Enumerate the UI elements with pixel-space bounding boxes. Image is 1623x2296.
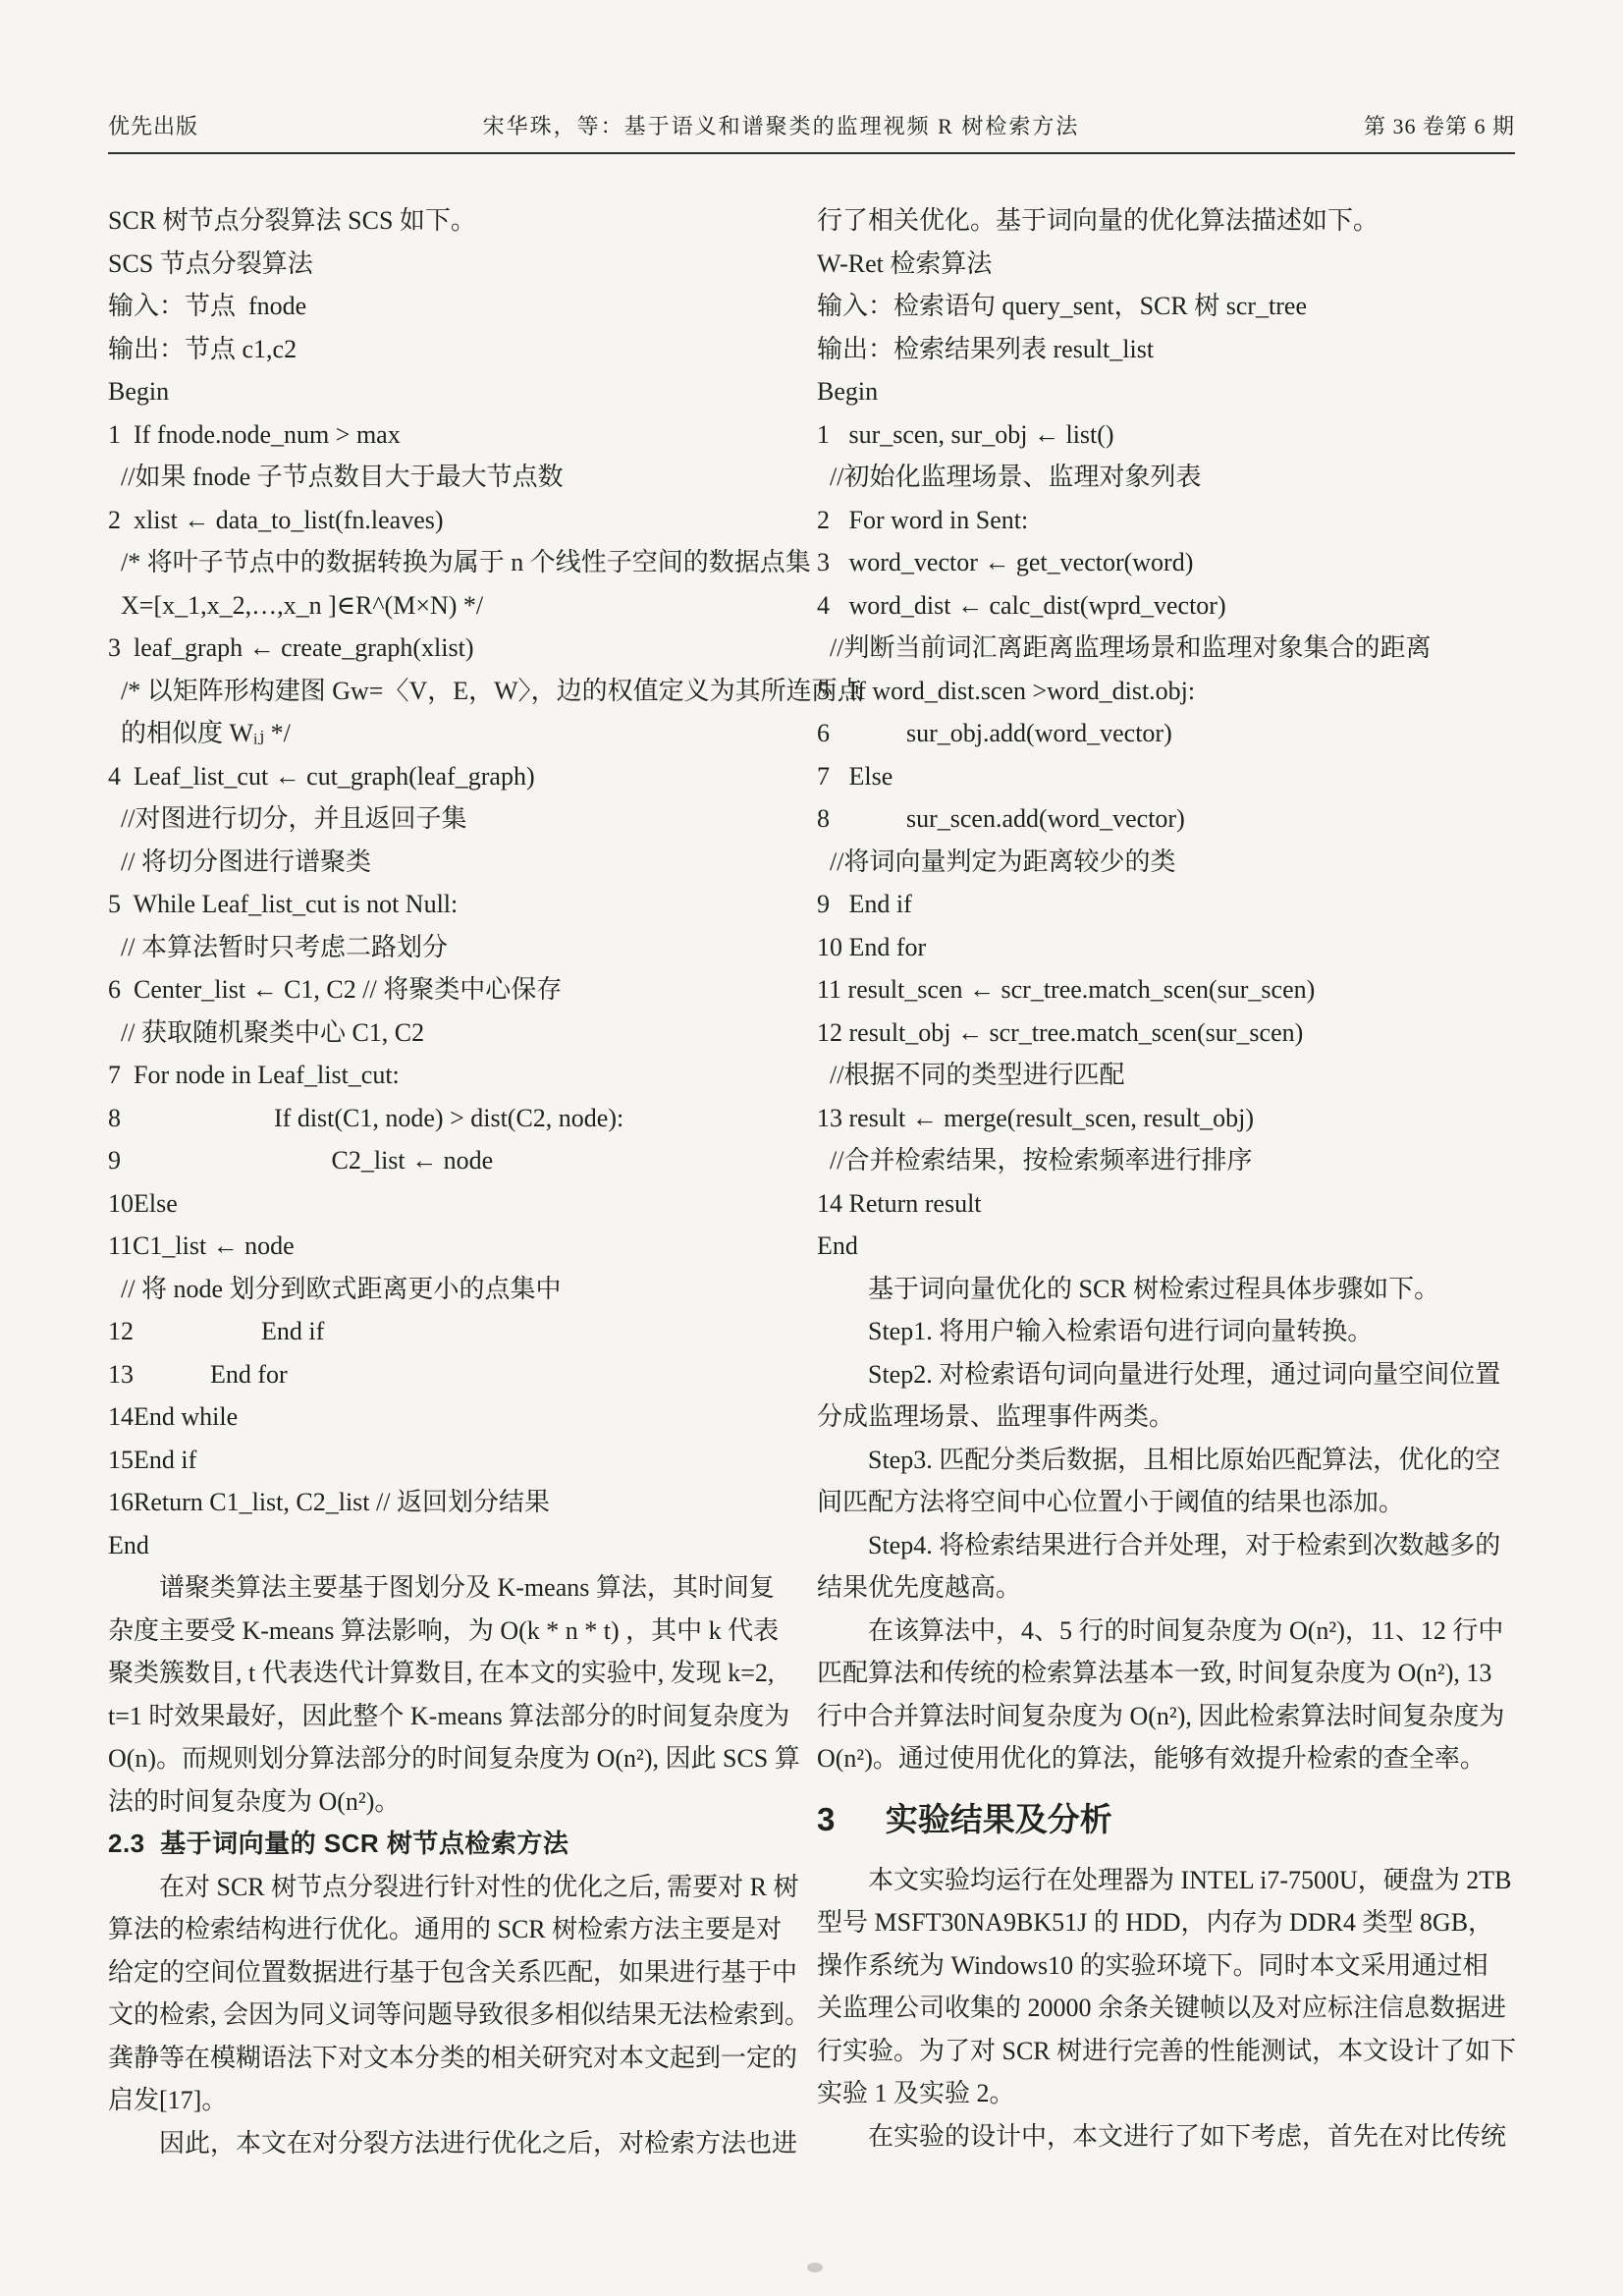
text-line: // 将切分图进行谱聚类: [108, 847, 371, 876]
text-line: 9 C2_list ← node: [108, 1146, 494, 1175]
text-line: 间匹配方法将空间中心位置小于阈值的结果也添加。: [817, 1488, 1405, 1516]
text-line: //判断当前词汇离距离监理场景和监理对象集合的距离: [817, 633, 1432, 662]
text-line: 实验 1 及实验 2。: [817, 2079, 1015, 2107]
text-line: 基于词向量优化的 SCR 树检索过程具体步骤如下。: [868, 1274, 1440, 1303]
text-line: 2.3 基于词向量的 SCR 树节点检索方法: [108, 1829, 569, 1858]
text-line: 本文实验均运行在处理器为 INTEL i7-7500U，硬盘为 2TB: [868, 1865, 1512, 1894]
text-line: 操作系统为 Windows10 的实验环境下。同时本文采用通过相: [817, 1950, 1488, 1980]
text-line: 的相似度 Wᵢⱼ */: [108, 719, 291, 747]
text-line: 在该算法中，4、5 行的时间复杂度为 O(n²)，11、12 行中: [868, 1615, 1504, 1645]
text-line: 因此，本文在对分裂方法进行优化之后，对检索方法也进: [159, 2128, 798, 2158]
text-line: 12 End if: [108, 1317, 325, 1345]
text-line: 4 word_dist ← calc_dist(wprd_vector): [817, 590, 1226, 620]
scan-artifact: [807, 2263, 823, 2272]
text-line: End: [817, 1231, 858, 1260]
text-line: 5 While Leaf_list_cut is not Null:: [108, 890, 459, 918]
text-line: 16Return C1_list, C2_list // 返回划分结果: [108, 1488, 550, 1516]
text-line: 10 End for: [817, 932, 927, 961]
text-line: 输出：节点 c1,c2: [108, 334, 298, 363]
text-line: 14End while: [108, 1402, 239, 1431]
text-line: 5 If word_dist.scen >word_dist.obj:: [817, 676, 1196, 705]
text-line: Begin: [817, 377, 879, 406]
right-column: [817, 199, 1517, 2164]
text-line: // 将 node 划分到欧式距离更小的点集中: [108, 1274, 562, 1303]
text-line: //合并检索结果，按检索频率进行排序: [817, 1146, 1253, 1175]
text-line: 12 result_obj ← scr_tree.match_scen(sur_scen): [817, 1017, 1304, 1047]
text-line: 法的时间复杂度为 O(n²)。: [108, 1786, 401, 1816]
text-line: 结果优先度越高。: [817, 1573, 1022, 1602]
header-issue-label: 第 36 卷第 6 期: [1363, 114, 1515, 138]
text-line: 10Else: [108, 1188, 178, 1218]
text-line: 分成监理场景、监理事件两类。: [817, 1402, 1175, 1431]
text-line: 谱聚类算法主要基于图划分及 K-means 算法，其时间复: [159, 1573, 775, 1602]
text-line: //根据不同的类型进行匹配: [817, 1061, 1125, 1089]
text-line: Step4. 将检索结果进行合并处理，对于检索到次数越多的: [868, 1530, 1501, 1559]
text-line: 11 result_scen ← scr_tree.match_scen(sur_scen): [817, 975, 1316, 1004]
text-line: 算法的检索结构进行优化。通用的 SCR 树检索方法主要是对: [108, 1915, 783, 1943]
text-line: SCR 树节点分裂算法 SCS 如下。: [108, 206, 476, 235]
text-line: 行实验。为了对 SCR 树进行完善的性能测试，本文设计了如下: [817, 2036, 1517, 2065]
text-line: 8 If dist(C1, node) > dist(C2, node):: [108, 1103, 624, 1132]
text-line: 11C1_list ← node: [108, 1231, 295, 1260]
text-line: W-Ret 检索算法: [817, 248, 993, 278]
text-line: //将词向量判定为距离较少的类: [817, 847, 1176, 876]
text-line: 15End if: [108, 1445, 197, 1474]
text-line: // 本算法暂时只考虑二路划分: [108, 932, 448, 961]
text-line: 7 Else: [817, 761, 893, 791]
text-line: /* 以矩阵形构建图 Gw=〈V，E，W〉，边的权值定义为其所连两点: [108, 676, 863, 705]
text-line: 9 End if: [817, 890, 912, 918]
page-content: [108, 199, 1515, 2164]
text-line: 6 sur_obj.add(word_vector): [817, 719, 1172, 747]
text-line: SCS 节点分裂算法: [108, 248, 313, 278]
text-line: 文的检索, 会因为同义词等问题导致很多相似结果无法检索到。: [108, 2000, 811, 2029]
text-line: //对图进行切分，并且返回子集: [108, 804, 467, 833]
text-line: 启发[17]。: [108, 2086, 228, 2114]
text-line: Step1. 将用户输入检索语句进行词向量转换。: [868, 1317, 1374, 1345]
page-header: [108, 0, 1515, 140]
text-line: End: [108, 1530, 149, 1559]
text-line: 7 For node in Leaf_list_cut:: [108, 1061, 400, 1089]
text-line: t=1 时效果最好，因此整个 K-means 算法部分的时间复杂度为: [108, 1701, 790, 1730]
text-line: O(n²)。通过使用优化的算法，能够有效提升检索的查全率。: [817, 1744, 1486, 1773]
text-line: 聚类簇数目, t 代表迭代计算数目, 在本文的实验中, 发现 k=2,: [108, 1659, 775, 1687]
text-line: 在实验的设计中，本文进行了如下考虑，首先在对比传统: [868, 2121, 1507, 2151]
text-line: //初始化监理场景、监理对象列表: [817, 463, 1202, 491]
text-line: 4 Leaf_list_cut ← cut_graph(leaf_graph): [108, 761, 535, 791]
text-line: 龚静等在模糊语法下对文本分类的相关研究对本文起到一定的: [108, 2043, 798, 2072]
text-line: 行中合并算法时间复杂度为 O(n²), 因此检索算法时间复杂度为: [817, 1701, 1505, 1730]
text-line: 8 sur_scen.add(word_vector): [817, 804, 1185, 833]
text-line: 13 result ← merge(result_scen, result_obj): [817, 1103, 1255, 1132]
header-left-label: 优先出版: [108, 114, 199, 138]
text-line: 输入：节点 fnode: [108, 292, 307, 320]
text-line: 3 leaf_graph ← create_graph(xlist): [108, 633, 474, 662]
text-line: Begin: [108, 377, 170, 406]
text-line: // 获取随机聚类中心 C1, C2: [108, 1017, 425, 1047]
header-rule: [108, 152, 1515, 154]
text-line: 型号 MSFT30NA9BK51J 的 HDD，内存为 DDR4 类型 8GB，: [817, 1908, 1494, 1937]
header-running-title: 宋华珠，等：基于语义和谱聚类的监理视频 R 树检索方法: [482, 114, 1080, 138]
text-line: 关监理公司收集的 20000 余条关键帧以及对应标注信息数据进: [817, 1994, 1507, 2022]
text-line: /* 将叶子节点中的数据转换为属于 n 个线性子空间的数据点集: [108, 548, 811, 576]
text-line: 3 实验结果及分析: [817, 1800, 1112, 1837]
text-line: 行了相关优化。基于词向量的优化算法描述如下。: [817, 206, 1380, 235]
text-line: 2 xlist ← data_to_list(fn.leaves): [108, 505, 444, 534]
text-line: //如果 fnode 子节点数目大于最大节点数: [108, 463, 564, 491]
text-line: 给定的空间位置数据进行基于包含关系匹配，如果进行基于中: [108, 1957, 798, 1987]
text-line: 输出：检索结果列表 result_list: [817, 334, 1155, 363]
text-line: 输入：检索语句 query_sent，SCR 树 scr_tree: [817, 292, 1308, 320]
text-line: 6 Center_list ← C1, C2 // 将聚类中心保存: [108, 975, 563, 1004]
text-line: 1 sur_scen, sur_obj ← list(): [817, 419, 1114, 449]
text-line: 在对 SCR 树节点分裂进行针对性的优化之后, 需要对 R 树: [159, 1872, 799, 1901]
text-line: 杂度主要受 K-means 算法影响，为 O(k * n * t) ，其中 k 代表: [108, 1615, 780, 1645]
text-line: 匹配算法和传统的检索算法基本一致, 时间复杂度为 O(n²), 13: [817, 1659, 1492, 1687]
text-line: 1 If fnode.node_num > max: [108, 419, 401, 449]
text-line: 14 Return result: [817, 1188, 982, 1218]
text-line: 3 word_vector ← get_vector(word): [817, 548, 1194, 576]
text-line: Step2. 对检索语句词向量进行处理，通过词向量空间位置: [868, 1359, 1501, 1389]
text-line: X=[x_1,x_2,…,x_n ]∈R^(M×N) */: [108, 590, 484, 620]
text-line: O(n)。而规则划分算法部分的时间复杂度为 O(n²), 因此 SCS 算: [108, 1744, 800, 1773]
text-line: 13 End for: [108, 1359, 288, 1389]
text-line: 2 For word in Sent:: [817, 505, 1029, 534]
text-line: Step3. 匹配分类后数据，且相比原始匹配算法，优化的空: [868, 1445, 1501, 1474]
